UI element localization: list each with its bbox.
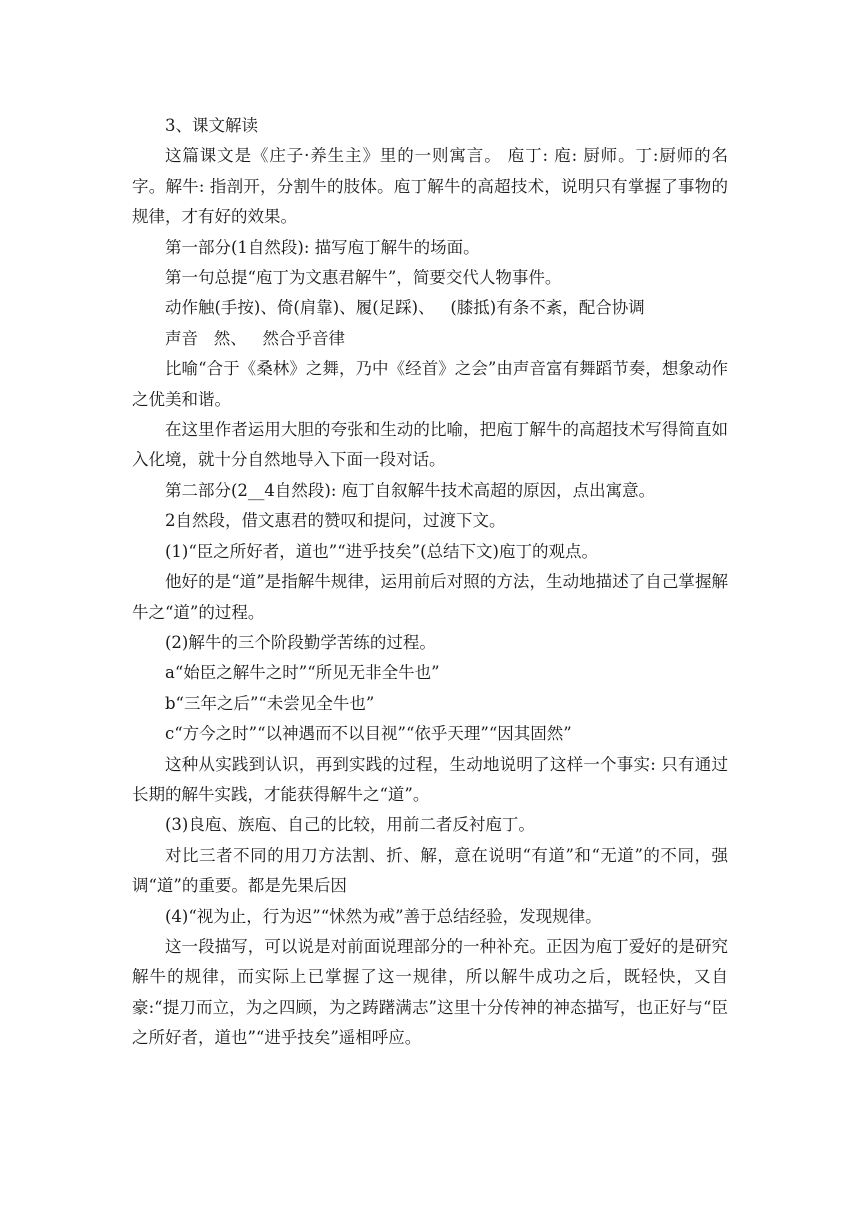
list-item-a: a“始臣之解牛之时”“所见无非全牛也” xyxy=(165,663,440,683)
paragraph-intro: 这篇课文是《庄子·养生主》里的一则寓言。 庖丁: 庖: 厨师。丁:厨师的名字。解牛: 指剖开，分割牛的肢体。庖丁解牛的高超技术，说明只有掌握了事物的规律，才有好的效果。 xyxy=(132,146,728,227)
paragraph-sounds: 声音 然、 然合乎音律 xyxy=(165,328,345,348)
paragraph-metaphor: 比喻“合于《桑林》之舞，乃中《经首》之会”由声音富有舞蹈节奏，想象动作之优美和谐。 xyxy=(132,359,728,409)
paragraph-section-two: 2自然段，借文惠君的赞叹和提问，过渡下文。 xyxy=(165,511,506,531)
document-body xyxy=(132,111,728,1054)
paragraph-point-1: (1)“臣之所好者，道也”“进乎技矣”(总结下文)庖丁的观点。 xyxy=(165,541,598,561)
paragraph-conclusion: 这一段描写，可以说是对前面说理部分的一种补充。正因为庖丁爱好的是研究解牛的规律，而实际上已掌握了这一规律，所以解牛成功之后，既轻快，又自豪:“提刀而立，为之四顾，为之踌躇满志”这里十分传神的神态描写，也正好与“臣之所好者，道也”“进乎技矣”遥相呼应。 xyxy=(132,936,728,1048)
paragraph-practice: 这种从实践到认识，再到实践的过程，生动地说明了这样一个事实: 只有通过长期的解牛实践，才能获得解牛之“道”。 xyxy=(132,754,728,804)
list-item-b: b“三年之后”“未尝见全牛也” xyxy=(165,693,375,713)
paragraph-actions: 动作触(手按)、倚(肩靠)、履(足踩)、 (膝抵)有条不紊，配合协调 xyxy=(165,298,645,318)
paragraph-comparison: 对比三者不同的用刀方法割、折、解，意在说明“有道”和“无道”的不同，强调“道”的重要。都是先果后因 xyxy=(132,845,728,896)
paragraph-exaggeration: 在这里作者运用大胆的夸张和生动的比喻，把庖丁解牛的高超技术写得简直如入化境，就十分自然地导入下面一段对话。 xyxy=(132,420,728,470)
paragraph-part-two: 第二部分(2__4自然段): 庖丁自叙解牛技术高超的原因，点出寓意。 xyxy=(165,480,656,500)
section-heading: 3、课文解读 xyxy=(165,116,258,135)
paragraph-point-4: (4)“视为止，行为迟”“怵然为戒”善于总结经验，发现规律。 xyxy=(165,906,602,926)
paragraph-dao: 他好的是“道”是指解牛规律，运用前后对照的方法，生动地描述了自己掌握解牛之“道”的过程。 xyxy=(132,572,728,622)
paragraph-point-3: (3)良庖、族庖、自己的比较，用前二者反衬庖丁。 xyxy=(165,815,535,835)
list-item-c: c“方今之时”“以神遇而不以目视”“依乎天理”“因其固然” xyxy=(165,724,572,744)
paragraph-point-2: (2)解牛的三个阶段勤学苦练的过程。 xyxy=(165,632,436,652)
paragraph-first-sentence: 第一句总提“庖丁为文惠君解牛”，简要交代人物事件。 xyxy=(165,268,562,288)
paragraph-part-one: 第一部分(1自然段): 描写庖丁解牛的场面。 xyxy=(165,237,480,257)
